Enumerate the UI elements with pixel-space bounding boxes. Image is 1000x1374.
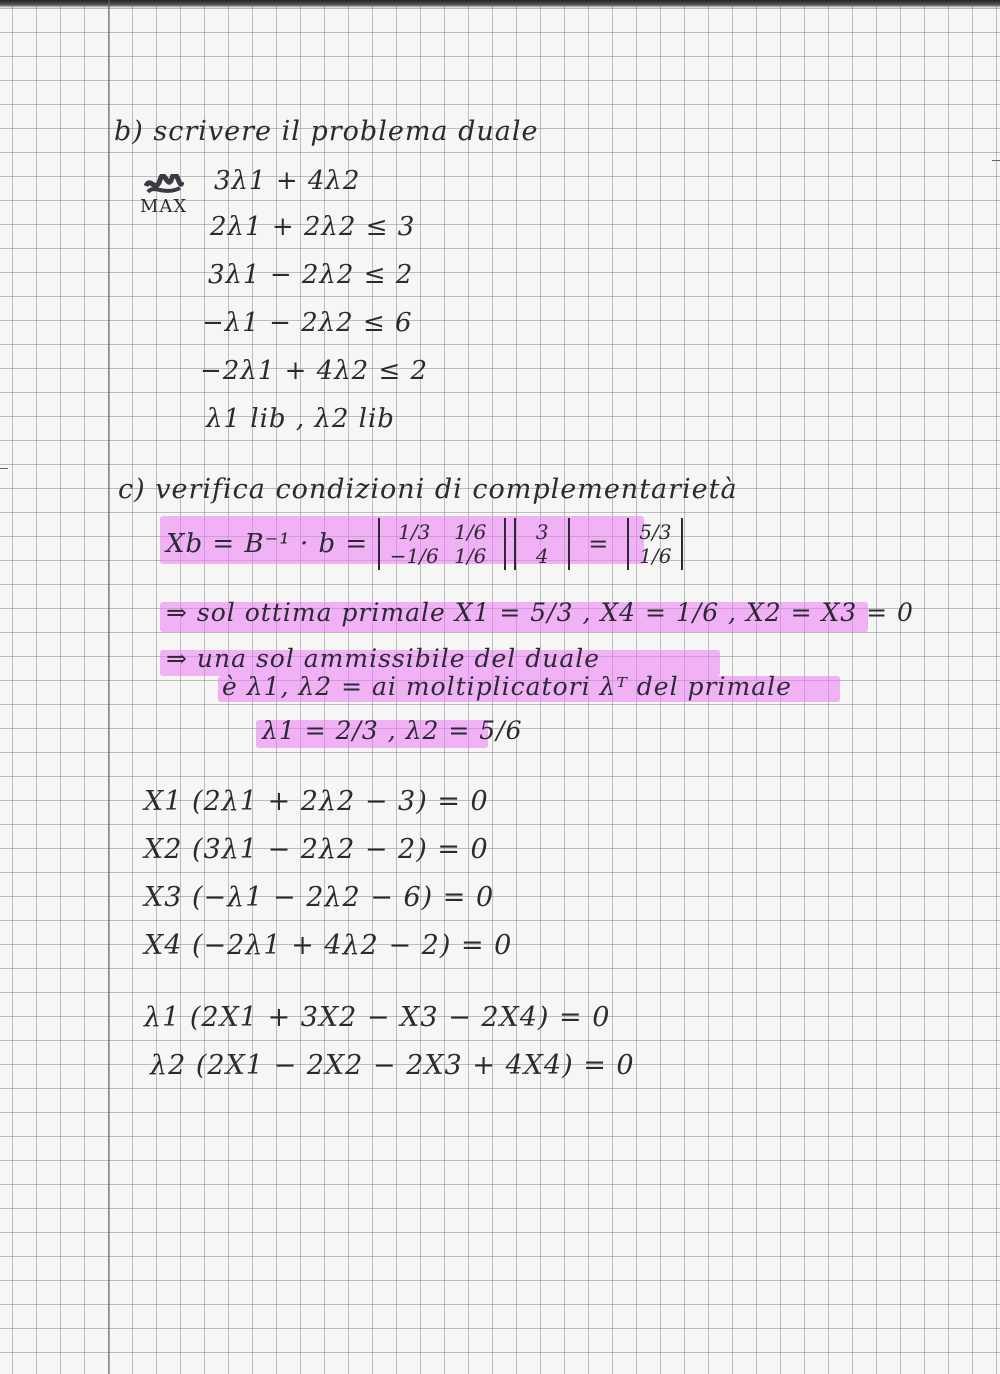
matrix-cell: 1/6 xyxy=(454,520,487,544)
dual-constraint-2: 3λ1 − 2λ2 ≤ 2 xyxy=(208,260,414,290)
xb-prefix: Xb = B⁻¹ · b = xyxy=(166,529,369,559)
primal-condition-4: X4 (−2λ1 + 4λ2 − 2) = 0 xyxy=(144,930,513,961)
edge-tick xyxy=(0,468,8,469)
xb-computation xyxy=(166,512,683,576)
primal-condition-3: X3 (−λ1 − 2λ2 − 6) = 0 xyxy=(144,882,495,913)
dual-feasible-line: ⇒ una sol ammissibile del duale xyxy=(166,644,601,673)
vector-cell: 5/3 xyxy=(639,520,672,544)
primal-condition-2: X2 (3λ1 − 2λ2 − 2) = 0 xyxy=(144,834,489,865)
matrix-cell: 1/6 xyxy=(454,544,487,568)
vector-cell: 4 xyxy=(535,544,549,568)
dual-constraint-4: −2λ1 + 4λ2 ≤ 2 xyxy=(200,356,429,386)
objective-label: MAX xyxy=(140,196,188,217)
b-inverse-matrix xyxy=(378,518,506,570)
lambda-values: λ1 = 2/3 , λ2 = 5/6 xyxy=(262,716,523,745)
equals-sign: = xyxy=(588,530,610,558)
dual-variable-bounds: λ1 lib , λ2 lib xyxy=(206,404,395,434)
edge-tick xyxy=(992,160,1000,161)
vector-cell: 3 xyxy=(535,520,549,544)
vector-cell: 1/6 xyxy=(639,544,672,568)
margin-line xyxy=(108,0,110,1374)
section-b-heading: b) scrivere il problema duale xyxy=(114,116,539,147)
dual-constraint-1: 2λ1 + 2λ2 ≤ 3 xyxy=(210,212,416,242)
dual-condition-1: λ1 (2X1 + 3X2 − X3 − 2X4) = 0 xyxy=(144,1002,611,1033)
dual-condition-2: λ2 (2X1 − 2X2 − 2X3 + 4X4) = 0 xyxy=(150,1050,635,1081)
scribble-mark xyxy=(144,174,184,196)
primal-condition-1: X1 (2λ1 + 2λ2 − 3) = 0 xyxy=(144,786,489,817)
b-vector xyxy=(514,518,570,570)
matrix-cell: 1/3 xyxy=(398,520,431,544)
dual-objective: 3λ1 + 4λ2 xyxy=(214,166,361,196)
multipliers-line: è λ1, λ2 = ai moltiplicatori λᵀ del primale xyxy=(222,672,792,701)
matrix-cell: −1/6 xyxy=(389,544,439,568)
primal-optimum-line: ⇒ sol ottima primale X1 = 5/3 , X4 = 1/6 , X2 = X3 = 0 xyxy=(166,598,914,627)
section-c-heading: c) verifica condizioni di complementarietà xyxy=(118,474,738,505)
xb-result-vector xyxy=(627,518,683,570)
dual-constraint-3: −λ1 − 2λ2 ≤ 6 xyxy=(202,308,413,338)
scan-top-edge xyxy=(0,0,1000,8)
